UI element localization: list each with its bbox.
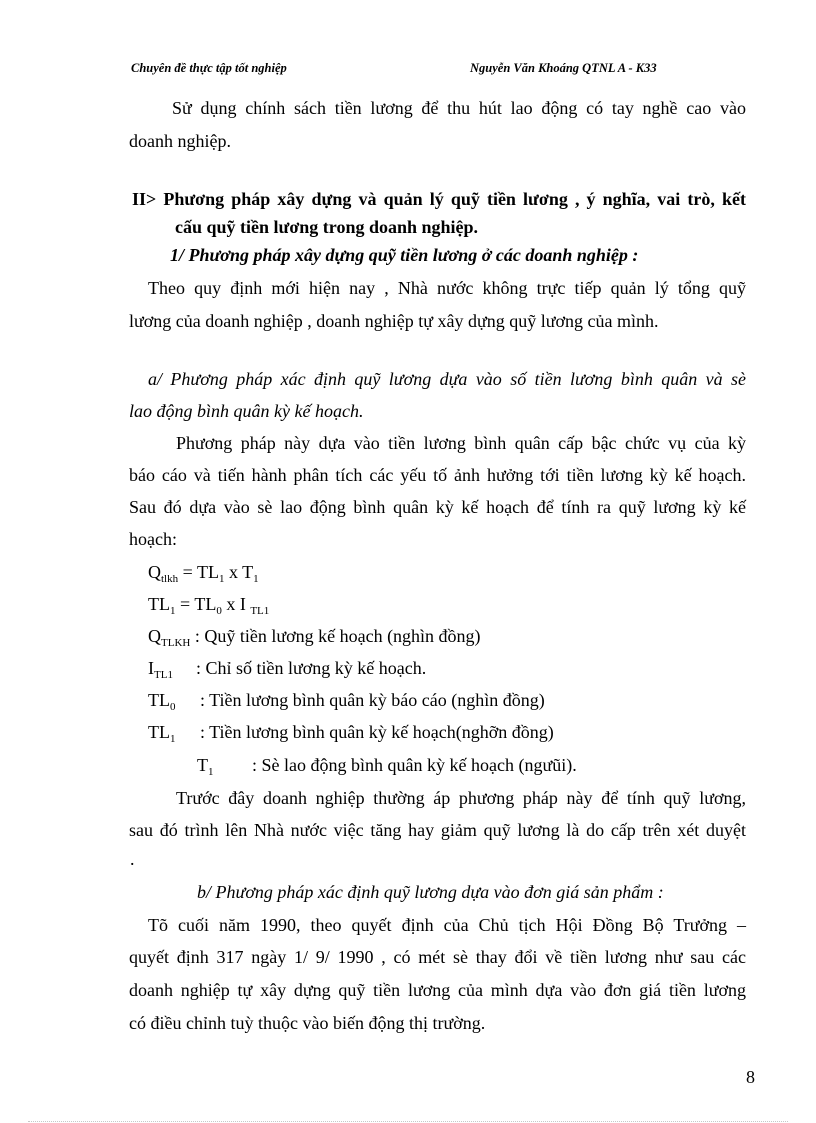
para4-line3: . [130,849,135,869]
method-a-title-line2: lao động bình quân kỳ kế hoạch. [129,401,364,421]
section-title-line2: cấu quỹ tiền lương trong doanh nghiệp. [175,217,479,237]
para1-line2: doanh nghiệp. [129,131,231,151]
page-number: 8 [746,1067,755,1087]
para3-line4: hoạch: [129,529,177,549]
para5-line1: Tõ cuối năm 1990, theo quyết định của Chủ tịch Hội Đồng Bộ Trưởng – [148,915,746,935]
para5-line3: doanh nghiệp tự xây dựng quỹ tiền lương của mình dựa vào đơn giá tiền lương [129,980,746,1000]
para2-line2: lương của doanh nghiệp , doanh nghiệp tự xây dựng quỹ lương của mình. [129,311,659,331]
para5-line2: quyết định 317 ngày 1/ 9/ 1990 , có mét sè thay đổi về tiền lương như sau các [129,947,746,967]
definition-tl0: $TL_0$ : Tiền lương bình quân kỳ báo cáo (nghìn đồng) [148,690,545,713]
para4-line1: Trước đây doanh nghiệp thường áp phương pháp này để tính quỹ lương, [176,788,746,808]
header-right: Nguyễn Văn Khoáng QTNL A - K33 [470,61,657,75]
method-b-title: b/ Phương pháp xác định quỹ lương dựa vào đơn giá sản phẩm : [197,882,664,902]
para5-line4: có điều chỉnh tuỳ thuộc vào biến động thị trường. [129,1013,486,1033]
formula-tl1: $TL_1 = TL_0$ x I $_{TL1}$ [148,594,270,617]
definition-qtlkh: $Q_{TLKH}$ : Quỹ tiền lương kế hoạch (nghìn đồng) [148,626,481,649]
para3-line2: báo cáo và tiến hành phân tích các yếu tố ảnh hưởng tới tiền lương kỳ kế hoạch. [129,465,746,485]
method-a-title-line1: a/ Phương pháp xác định quỹ lương dựa vào số tiền lương bình quân và sè [148,369,746,389]
section-title-line1: II> Phương pháp xây dựng và quản lý quỹ tiền lương , ý nghĩa, vai trò, kết [132,189,746,209]
definition-t1: $T_1$ : Sè lao động bình quân kỳ kế hoạch (ngưũi). [197,755,577,778]
subsection-title: 1/ Phương pháp xây dựng quỹ tiền lương ở các doanh nghiệp : [170,245,639,265]
para2-line1: Theo quy định mới hiện nay , Nhà nước không trực tiếp quản lý tổng quỹ [148,278,746,298]
page-bottom-border [28,1121,788,1122]
para4-line2: sau đó trình lên Nhà nước việc tăng hay giảm quỹ lương là do cấp trên xét duyệt [129,820,746,840]
formula-qtlkh: $Q_{tlkh} = TL_1$ x $T_1$ [148,562,259,585]
para3-line3: Sau đó dựa vào sè lao động bình quân kỳ kế hoạch để tính ra quỹ lương kỳ kế [129,497,746,517]
header-left: Chuyên đề thực tập tốt nghiệp [131,61,287,75]
para1-line1: Sử dụng chính sách tiền lương để thu hút lao động có tay nghề cao vào [172,98,746,118]
para3-line1: Phương pháp này dựa vào tiền lương bình quân cấp bậc chức vụ của kỳ [176,433,746,453]
definition-itl1: $I_{TL1}$ : Chỉ số tiền lương kỳ kế hoạch. [148,658,427,681]
definition-tl1: $TL_1$ : Tiền lương bình quân kỳ kế hoạch(nghỡn đồng) [148,722,554,745]
